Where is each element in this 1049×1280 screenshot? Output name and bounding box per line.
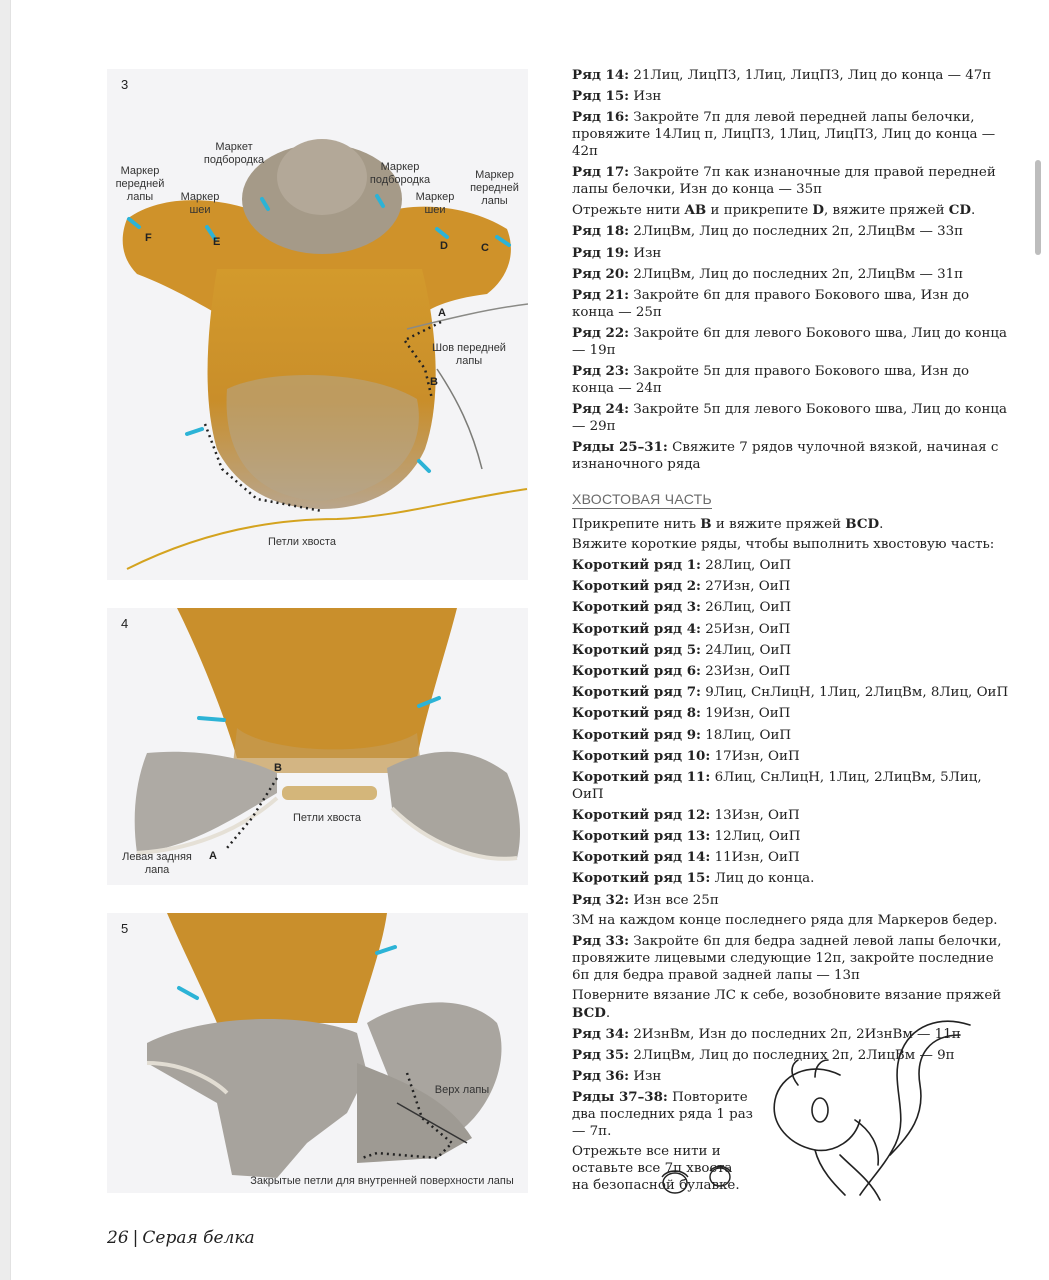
- front-paw-marker-left-label: Маркер передней лапы: [115, 165, 165, 203]
- squirrel-sketch-icon: [640, 1005, 990, 1220]
- row-20: Ряд 20: 2ЛицВм, Лиц до последних 2п, 2ЛицВм — 31п: [572, 265, 964, 282]
- short-row: Короткий ряд 6: 23Изн, ОиП: [572, 662, 791, 679]
- scrollbar[interactable]: [1035, 160, 1041, 255]
- short-rows-intro: Вяжите короткие ряды, чтобы выполнить хвостовую часть:: [572, 536, 995, 552]
- letter-a: A: [209, 850, 217, 862]
- book-title: Серая белка: [142, 1228, 255, 1248]
- short-row: Короткий ряд 10: 17Изн, ОиП: [572, 747, 800, 764]
- footer-separator: |: [132, 1228, 139, 1248]
- rows-25-31: Ряды 25–31: Свяжите 7 рядов чулочной вязкой, начиная с изнаночного ряда: [572, 438, 999, 472]
- photo-step-4: [107, 608, 528, 885]
- short-rows-list: [572, 557, 1012, 888]
- rows-top: [572, 67, 1012, 199]
- row-14: Ряд 14: 21Лиц, ЛицПЗ, 1Лиц, ЛицПЗ, Лиц до конца — 47п: [572, 67, 992, 83]
- row-22: Ряд 22: Закройте 6п для левого Бокового шва, Лиц до конца — 19п: [572, 324, 1007, 358]
- short-row: Короткий ряд 1: 28Лиц, ОиП: [572, 557, 792, 573]
- short-row: Короткий ряд 4: 25Изн, ОиП: [572, 620, 791, 637]
- short-row: Короткий ряд 15: Лиц до конца.: [572, 870, 815, 887]
- tail-section-title: ХВОСТОВАЯ ЧАСТЬ: [572, 491, 713, 508]
- row-17: Ряд 17: Закройте 7п как изнаночные для правой передней лапы белочки, Изн до конца — 35п: [572, 164, 996, 197]
- final-note: Отрежьте все нити и оставьте все 7п хвоста на безопасной булавке.: [572, 1144, 740, 1193]
- short-row: Короткий ряд 14: 11Изн, ОиП: [572, 849, 800, 866]
- figure-number: 3: [121, 77, 129, 92]
- hind-paw-top-illustration: [107, 913, 528, 1193]
- short-row: Короткий ряд 2: 27Изн, ОиП: [572, 578, 791, 595]
- front-paw-marker-right-label: Маркер передней лапы: [470, 169, 519, 207]
- hind-paws-illustration: [107, 608, 528, 885]
- page-number: 26: [107, 1228, 129, 1248]
- row-35: Ряд 35: 2ЛицВм, Лиц до последних 2п, 2ЛицВм — 9п: [572, 1046, 955, 1063]
- short-row: Короткий ряд 3: 26Лиц, ОиП: [572, 599, 792, 616]
- row-21: Ряд 21: Закройте 6п для правого Бокового шва, Изн до конца — 25п: [572, 286, 970, 320]
- short-row: Короткий ряд 7: 9Лиц, СнЛицН, 1Лиц, 2ЛицВм, 8Лиц, ОиП: [572, 684, 1009, 701]
- rows-mid: [572, 223, 1012, 473]
- closed-loops-label: Закрытые петли для внутренней поверхности лапы: [250, 1175, 514, 1187]
- short-row: Короткий ряд 13: 12Лиц, ОиП: [572, 828, 801, 845]
- letter-d: D: [440, 240, 448, 252]
- short-row: Короткий ряд 12: 13Изн, ОиП: [572, 806, 800, 823]
- cut-yarn-note: Отрежьте нити AB и прикрепите D, вяжите пряжей CD.: [572, 202, 976, 219]
- letter-e: E: [213, 236, 221, 248]
- rows-37-38: Ряды 37–38: Повторите два последних ряда 1 раз — 7п.: [572, 1089, 753, 1139]
- row-36: Ряд 36: Изн: [572, 1068, 662, 1085]
- letter-f: F: [145, 232, 152, 244]
- short-row: Короткий ряд 8: 19Изн, ОиП: [572, 705, 791, 722]
- tail-loops-label: Петли хвоста: [268, 536, 336, 548]
- turn-work-note: Поверните вязание ЛС к себе, возобновите вязание пряжей BCD.: [572, 987, 1002, 1021]
- row-24: Ряд 24: Закройте 5п для левого Бокового шва, Лиц до конца — 29п: [572, 400, 1007, 434]
- row-23: Ряд 23: Закройте 5п для правого Бокового шва, Изн до конца — 24п: [572, 362, 970, 396]
- letter-c: C: [481, 242, 489, 254]
- row-16: Ряд 16: Закройте 7п для левой передней лапы белочки, провяжите 14Лиц п, ЛицПЗ, 1Лиц, ЛицПЗ, Лиц до конца — 42п: [572, 109, 996, 159]
- page-footer: [107, 1228, 255, 1248]
- figure-number: 5: [121, 921, 129, 936]
- row-34: Ряд 34: 2ИзнВм, Изн до последних 2п, 2ИзнВм — 11п: [572, 1025, 961, 1042]
- short-row: Короткий ряд 11: 6Лиц, СнЛицН, 1Лиц, 2ЛицВм, 5Лиц, ОиП: [572, 768, 982, 802]
- figure-number: 4: [121, 616, 129, 631]
- chin-marker-label: Маркет подбородка: [203, 141, 265, 166]
- row-19: Ряд 19: Изн: [572, 244, 662, 261]
- neck-marker-right-label: Маркер шеи: [415, 191, 455, 216]
- short-row: Короткий ряд 5: 24Лиц, ОиП: [572, 641, 792, 658]
- hip-markers-note: ЗМ на каждом конце последнего ряда для Маркеров бедер.: [572, 912, 998, 928]
- row-32: Ряд 32: Изн все 25п: [572, 891, 719, 908]
- page-edge: [0, 0, 11, 1280]
- letter-a: A: [438, 307, 446, 319]
- attach-yarn-note: Прикрепите нить B и вяжите пряжей BCD.: [572, 515, 884, 532]
- photo-step-3: [107, 69, 528, 580]
- row-15: Ряд 15: Изн: [572, 88, 662, 105]
- row-18: Ряд 18: 2ЛицВм, Лиц до последних 2п, 2ЛицВм — 33п: [572, 223, 964, 240]
- tail-loops-label: Петли хвоста: [293, 812, 361, 824]
- knitted-body-illustration: [107, 69, 528, 580]
- short-row: Короткий ряд 9: 18Лиц, ОиП: [572, 726, 792, 743]
- letter-b: B: [274, 762, 282, 774]
- photo-step-5: [107, 913, 528, 1193]
- chin-marker-right-label: Маркер подбородка: [369, 161, 431, 186]
- neck-marker-left-label: Маркер шеи: [180, 191, 220, 216]
- paw-top-label: Верх лапы: [434, 1084, 490, 1096]
- letter-b: B: [430, 376, 438, 388]
- row-33: Ряд 33: Закройте 6п для бедра задней левой лапы белочки, провяжите лицевыми следующие 12п, закройте последние 6п для бедра правой задней лапы — 13п: [572, 932, 1002, 983]
- front-paw-seam-label: Шов передней лапы: [432, 342, 506, 367]
- left-hind-paw-label: Левая задняя лапа: [122, 851, 192, 876]
